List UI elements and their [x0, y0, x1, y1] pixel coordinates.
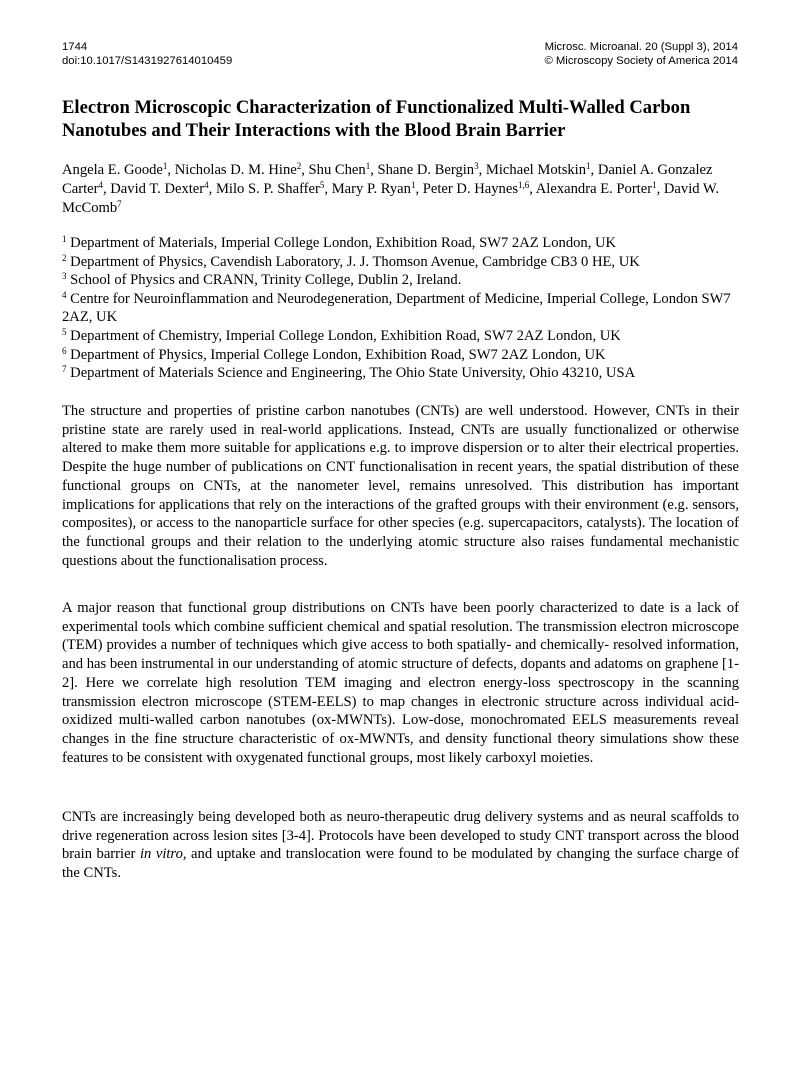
copyright: © Microscopy Society of America 2014	[544, 55, 738, 67]
author-name: Milo S. P. Shaffer	[215, 181, 320, 197]
author-name: Mary P. Ryan	[331, 181, 411, 197]
affiliation	[62, 364, 742, 383]
author	[486, 162, 591, 178]
paragraph-3-text: CNTs are increasingly being developed both as neuro-therapeutic drug delivery systems and as neural scaffolds to drive regeneration across lesion sites [3-4]. Protocols have been developed to study CNT transport across the blood brain barrier	[62, 809, 739, 863]
author-name: Michael Motskin	[485, 162, 587, 178]
page-number: 1744	[62, 41, 88, 53]
author-affiliation-marker: 4	[98, 180, 103, 190]
author-name: Shu Chen	[308, 162, 366, 178]
author-list: Angela E. Goode$^1$, Nicholas D. M. Hine$^2$, Shu Chen$^1$, Shane D. Bergin$^3$, Michael Motskin$^1$, Daniel A. Gonzalez Carter$^4$, David T. Dexter$^4$, Milo S. P. Shaffer$^5$, Mary P. Ryan$^1$, Peter D. Haynes$^{1,6}$, Alexandra E. Porter$^1$, David W. McComb$^7$	[62, 161, 720, 216]
affiliation-list	[62, 234, 742, 383]
author-name: Alexandra E. Porter	[535, 181, 653, 197]
affiliation-number: 5	[62, 326, 67, 337]
author	[332, 181, 416, 197]
author-affiliation-marker: 1	[586, 161, 591, 171]
affiliation-text: School of Physics and CRANN, Trinity College, Dublin 2, Ireland.	[70, 272, 462, 289]
author	[309, 162, 371, 178]
affiliation-text: Department of Chemistry, Imperial College London, Exhibition Road, SW7 2AZ London, UK	[70, 327, 621, 344]
author	[62, 162, 167, 178]
journal-citation: Microsc. Microanal. 20 (Suppl 3), 2014	[544, 41, 738, 53]
affiliation-number: 3	[62, 271, 67, 282]
author-affiliation-marker: 7	[117, 199, 122, 209]
affiliation-number: 2	[62, 252, 67, 263]
author-affiliation-marker: 4	[204, 180, 209, 190]
affiliation	[62, 346, 742, 365]
affiliation-text: Centre for Neuroinflammation and Neurodegeneration, Department of Medicine, Imperial College, London SW7 2AZ, UK	[62, 290, 731, 326]
author	[378, 162, 479, 178]
affiliation-text: Department of Physics, Cavendish Laboratory, J. J. Thomson Avenue, Cambridge CB3 0 HE, UK	[70, 253, 640, 270]
author	[216, 181, 324, 197]
author-name: Daniel A. Gonzalez Carter	[62, 162, 713, 197]
author	[110, 181, 208, 197]
affiliation	[62, 290, 742, 327]
paragraph-3	[62, 808, 739, 883]
affiliation-text: Department of Materials Science and Engineering, The Ohio State University, Ohio 43210, USA	[70, 365, 636, 382]
header-right	[544, 40, 738, 68]
paper-title: Electron Microscopic Characterization of Functionalized Multi-Walled Carbon Nanotubes and Their Interactions with the Blood Brain Barrier	[62, 97, 691, 141]
author-name: Angela E. Goode	[62, 162, 163, 178]
author-affiliation-marker: 1	[410, 180, 416, 190]
paragraph-1: The structure and properties of pristine carbon nanotubes (CNTs) are well understood. However, CNTs in their pristine state are rarely used in real-world applications. Instead, CNTs are usually functionalized or otherwise altered to make them more suitable for applications e.g. to improve dispersion or to alter their electrical properties. Despite the huge number of publications on CNT functionalisation in recent years, the spatial distribution of these functional groups on CNTs, at the nanometer level, remains unresolved. This distribution has important implications for applications that rely on the interactions of the grafted groups with their environment (e.g. sensors, composites), or access to the nanoparticle surface for other species (e.g. supercapacitors, catalysts). The location of the functional groups and their relation to the underlying atomic structure also raises fundamental mechanistic questions about the functionalisation process.	[62, 403, 739, 569]
affiliation-text: Department of Materials, Imperial College London, Exhibition Road, SW7 2AZ London, UK	[70, 235, 617, 251]
author-name: David T. Dexter	[110, 181, 205, 197]
author-affiliation-marker: 3	[474, 161, 479, 171]
author	[536, 181, 657, 197]
affiliation	[62, 271, 742, 290]
author-name: Nicholas D. M. Hine	[174, 162, 297, 178]
affiliation	[62, 234, 742, 253]
author-affiliation-marker: 5	[319, 180, 325, 190]
affiliation-text: Department of Physics, Imperial College London, Exhibition Road, SW7 2AZ London, UK	[70, 346, 606, 363]
author	[175, 162, 302, 178]
affiliation-number: 4	[62, 289, 67, 300]
doi: doi:10.1017/S1431927614010459	[62, 55, 233, 67]
affiliation-number: 7	[62, 364, 67, 375]
author-affiliation-marker: 1	[652, 180, 657, 190]
author	[423, 181, 530, 197]
affiliation	[62, 327, 742, 346]
affiliation-number: 1	[62, 234, 67, 244]
header-left	[62, 40, 232, 68]
author-affiliation-marker: 1	[162, 161, 168, 171]
author-affiliation-marker: 1	[365, 161, 371, 171]
author-name: Shane D. Bergin	[377, 162, 475, 178]
author-name: Peter D. Haynes	[422, 181, 519, 197]
paragraph-2: A major reason that functional group distributions on CNTs have been poorly characterized to date is a lack of experimental tools which combine sufficient chemical and spatial resolution. The transmission electron microscope (TEM) provides a number of techniques which give access to both spatially- and chemically- resolved information, and has been instrumental in our understanding of atomic structure of defects, dopants and adatoms on graphene [1-2]. Here we correlate high resolution TEM imaging and electron energy-loss spectroscopy in the scanning transmission electron microscope (STEM-EELS) to map changes in electronic structure across individual acid-oxidized multi-walled carbon nanotubes (ox-MWNTs). Low-dose, monochromated EELS measurements reveal changes in the fine structure characteristic of ox-MWNTs, and density functional theory simulations show these features to be consistent with oxygenated functional groups, most likely carboxyl moieties.	[62, 600, 739, 766]
author-affiliation-marker: 1,6	[518, 180, 530, 190]
affiliation-number: 6	[62, 345, 67, 356]
paragraph-3-text-end: and uptake and translocation were found to be modulated by changing the surface charge of the CNTs.	[62, 846, 739, 882]
author-affiliation-marker: 2	[296, 161, 302, 171]
affiliation	[62, 253, 742, 272]
author-name: David W. McComb	[62, 181, 720, 216]
paragraph-3-italic: in vitro,	[139, 846, 187, 863]
